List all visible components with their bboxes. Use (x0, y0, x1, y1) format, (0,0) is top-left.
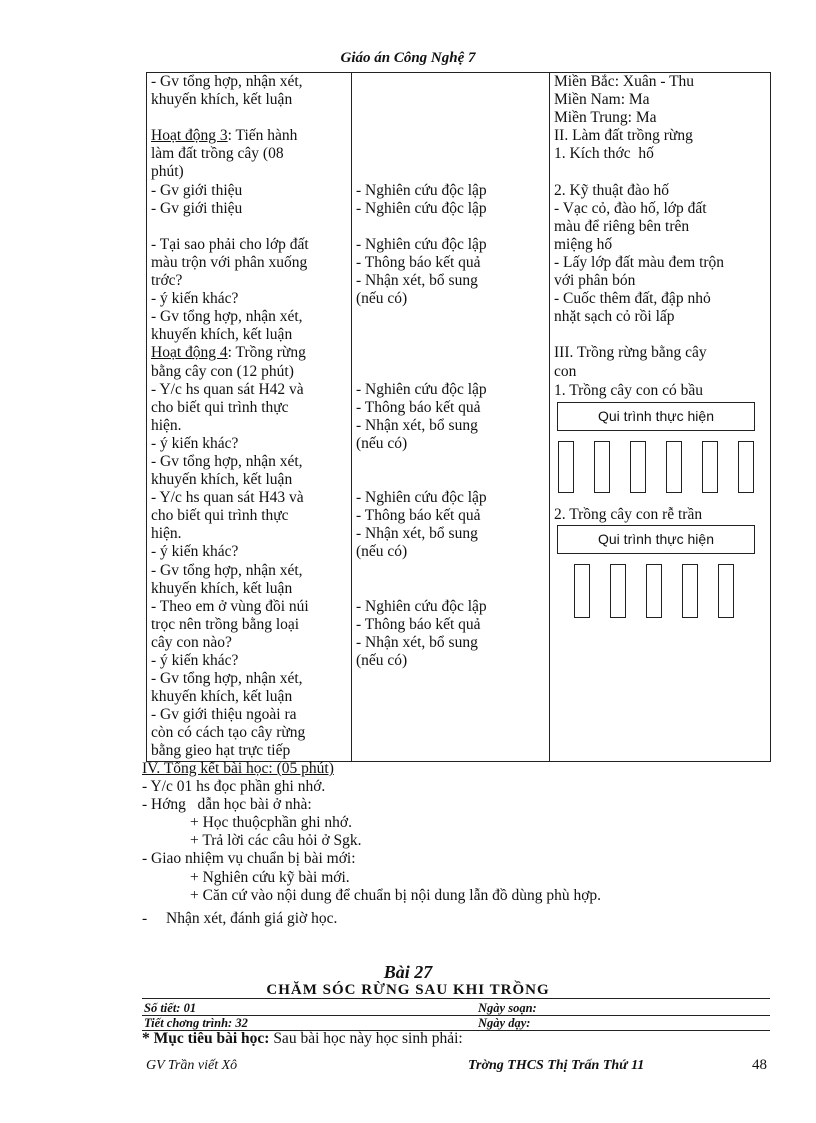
cell-line: - Lấy lớp đất màu đem trộn (554, 253, 725, 271)
cell-line (356, 91, 545, 109)
cell-line: III. Trồng rừng bằng cây (554, 344, 707, 362)
cell-line: (nếu có) (356, 652, 408, 669)
lesson-period: Số tiết: 01 (144, 1001, 197, 1015)
cell-line: màu trộn với phân xuống (151, 253, 308, 271)
cell-line: - Gv tổng hợp, nhận xét, (151, 561, 303, 579)
step-slot (558, 441, 574, 493)
cell-line: miệng hố (554, 235, 613, 253)
summary-bullet (142, 910, 601, 928)
cell-line: II. Làm đất trồng rừng (554, 127, 693, 145)
cell-line: khuyến khích, kết luận (151, 91, 293, 109)
cell-line: Miền Trung: Ma (554, 109, 657, 127)
content-column (550, 73, 771, 762)
date-taught: Ngày dạy: (478, 1016, 531, 1030)
cell-line (356, 562, 545, 580)
cell-line: - Nhận xét, bổ sung (356, 525, 478, 543)
cell-line: bằng cây con (12 phút) (151, 362, 294, 380)
cell-line: - Cuốc thêm đất, đập nhỏ (554, 290, 711, 308)
step-slot (610, 564, 626, 618)
cell-line (356, 363, 545, 381)
footer-school: Trờng THCS Thị Trấn Thứ 11 (468, 1058, 645, 1073)
cell-line (151, 218, 347, 236)
cell-line: - Thông báo kết quả (356, 507, 481, 525)
cell-line (554, 163, 766, 181)
bullet-text: Nhận xét, đánh giá giờ học. (166, 909, 338, 927)
cell-line (356, 453, 545, 471)
cell-line: - Nghiên cứu độc lập (356, 380, 487, 398)
cell-line: hiện. (151, 416, 182, 434)
cell-line: - Thông báo kết quả (356, 253, 481, 271)
cell-line: - Gv giới thiệu (151, 199, 243, 217)
cell-line (356, 471, 545, 489)
cell-line: - ý kiến khác? (151, 543, 239, 561)
cell-line: - Thông báo kết quả (356, 398, 481, 416)
cell-line (356, 326, 545, 344)
cell-line: - Nhận xét, bổ sung (356, 272, 478, 290)
objective-text: Sau bài học này học sinh phải: (269, 1030, 463, 1047)
section-bare-root-seedling: 2. Trồng cây con rễ trần (554, 505, 703, 523)
summary-subline: + Căn cứ vào nội dung để chuẩn bị nội dung lẫn đồ dùng phù hợp. (190, 886, 602, 904)
lesson-activity-table (146, 72, 771, 762)
activity-heading (151, 344, 347, 362)
summary-subline: + Nghiên cứu kỹ bài mới. (190, 868, 350, 886)
process-box-2: Qui trình thực hiện (557, 525, 755, 554)
cell-line: - Gv tổng hợp, nhận xét, (151, 308, 303, 326)
cell-line: (nếu có) (356, 543, 408, 561)
cell-line: hiện. (151, 525, 182, 543)
cell-line: - Gv giới thiệu (151, 181, 243, 199)
cell-line: - Nghiên cứu độc lập (356, 489, 487, 507)
footer-teacher: GV Trần viết Xô (146, 1058, 238, 1073)
cell-line (356, 145, 545, 163)
cell-line: - Gv giới thiệu ngoài ra (151, 706, 297, 724)
activity-heading-label: Hoạt động 4 (151, 344, 228, 362)
cell-line: - Gv tổng hợp, nhận xét, (151, 452, 303, 470)
cell-line: khuyến khích, kết luận (151, 688, 293, 706)
cell-line: Miền Nam: Ma (554, 91, 650, 109)
step-slot (702, 441, 718, 493)
cell-line: - ý kiến khác? (151, 652, 239, 669)
cell-line: - Nghiên cứu độc lập (356, 199, 487, 217)
cell-line (356, 109, 545, 127)
cell-line: Miền Bắc: Xuân - Thu (554, 73, 695, 90)
cell-line (554, 326, 766, 344)
cell-line: - Gv tổng hợp, nhận xét, (151, 73, 303, 90)
cell-line: 2. Kỹ thuật đào hố (554, 181, 669, 199)
cell-line (356, 127, 545, 145)
page-header-title: Giáo án Công Nghệ 7 (340, 50, 476, 66)
cell-line (356, 73, 545, 91)
cell-line: - Nghiên cứu độc lập (356, 235, 487, 253)
activity-heading-label: Hoạt động 3 (151, 127, 228, 145)
step-slot (666, 441, 682, 493)
cell-line: - Thông báo kết quả (356, 615, 481, 633)
step-slot (630, 441, 646, 493)
lesson-program: Tiết chơng trình: 32 (144, 1016, 248, 1030)
cell-line (356, 308, 545, 326)
cell-line: còn có cách tạo cây rừng (151, 724, 306, 742)
step-slot (718, 564, 734, 618)
activity-heading-text: : Tiến hành (227, 127, 298, 145)
cell-line: - Tại sao phải cho lớp đất (151, 235, 309, 253)
cell-line: con (554, 362, 577, 380)
summary-line: - Giao nhiệm vụ chuẩn bị bài mới: (142, 850, 356, 868)
student-activity-column (352, 73, 550, 762)
cell-line (356, 580, 545, 598)
lesson-title: CHĂM SÓC RỪNG SAU KHI TRỒNG (266, 982, 550, 998)
cell-line: cây con nào? (151, 633, 232, 651)
cell-line: (nếu có) (356, 290, 408, 308)
cell-line (356, 344, 545, 362)
summary-line: - Y/c 01 hs đọc phần ghi nhớ. (142, 778, 326, 796)
cell-line: phút) (151, 163, 184, 181)
page-number: 48 (752, 1057, 767, 1073)
lesson-objective (142, 1030, 463, 1048)
cell-line (151, 109, 347, 127)
cell-line: 1. Kích thớc hố (554, 145, 654, 163)
process-box-1: Qui trình thực hiện (557, 402, 755, 431)
cell-line: - Nhận xét, bổ sung (356, 416, 478, 434)
cell-line: - Vạc cỏ, đào hố, lớp đất (554, 199, 707, 217)
cell-line: làm đất trồng cây (08 (151, 145, 284, 163)
cell-line: bằng gieo hạt trực tiếp (151, 742, 291, 760)
cell-line: trọc nên trồng bằng loại (151, 615, 300, 633)
step-slot (574, 564, 590, 618)
cell-line: (nếu có) (356, 434, 408, 452)
cell-line: - Y/c hs quan sát H43 và (151, 489, 304, 507)
cell-line: - Nghiên cứu độc lập (356, 181, 487, 199)
cell-line (356, 218, 545, 236)
step-slot (738, 441, 754, 493)
cell-line: nhặt sạch cỏ rồi lấp (554, 308, 675, 326)
step-slot (646, 564, 662, 618)
summary-subline: + Học thuộcphần ghi nhớ. (190, 814, 353, 832)
step-slot (594, 441, 610, 493)
activity-heading-text: : Trồng rừng (227, 344, 306, 362)
cell-line: trớc? (151, 272, 183, 290)
cell-line (356, 163, 545, 181)
step-slot (682, 564, 698, 618)
bullet-mark: - (142, 909, 148, 927)
cell-line: - Theo em ở vùng đồi núi (151, 597, 309, 615)
cell-line: - Gv tổng hợp, nhận xét, (151, 670, 303, 688)
cell-line: cho biết qui trình thực (151, 398, 289, 416)
title-rule (142, 998, 770, 999)
section-potted-seedling: 1. Trồng cây con có bầu (554, 381, 703, 399)
cell-line: màu để riêng bên trên (554, 217, 690, 235)
summary-line: - Hớng dẫn học bài ở nhà: (142, 796, 312, 814)
objective-label: * Mục tiêu bài học: (142, 1030, 270, 1047)
lesson-summary (142, 760, 601, 928)
summary-subline: + Trả lời các câu hỏi ở Sgk. (190, 832, 362, 850)
activity-heading (151, 127, 347, 145)
cell-line: - Y/c hs quan sát H42 và (151, 380, 304, 398)
cell-line: - Nghiên cứu độc lập (356, 597, 487, 615)
cell-line: khuyến khích, kết luận (151, 471, 293, 489)
teacher-activity-column (147, 73, 352, 762)
cell-line: - ý kiến khác? (151, 290, 239, 308)
cell-line: cho biết qui trình thực (151, 507, 289, 525)
summary-heading: IV. Tổng kết bài học: (05 phút) (142, 760, 334, 777)
cell-line: khuyến khích, kết luận (151, 326, 293, 344)
date-prepared: Ngày soạn: (478, 1001, 537, 1015)
lesson-number: Bài 27 (383, 962, 433, 982)
cell-line: khuyến khích, kết luận (151, 579, 293, 597)
cell-line: - ý kiến khác? (151, 434, 239, 452)
cell-line: - Nhận xét, bổ sung (356, 633, 478, 651)
cell-line: với phân bón (554, 272, 636, 290)
